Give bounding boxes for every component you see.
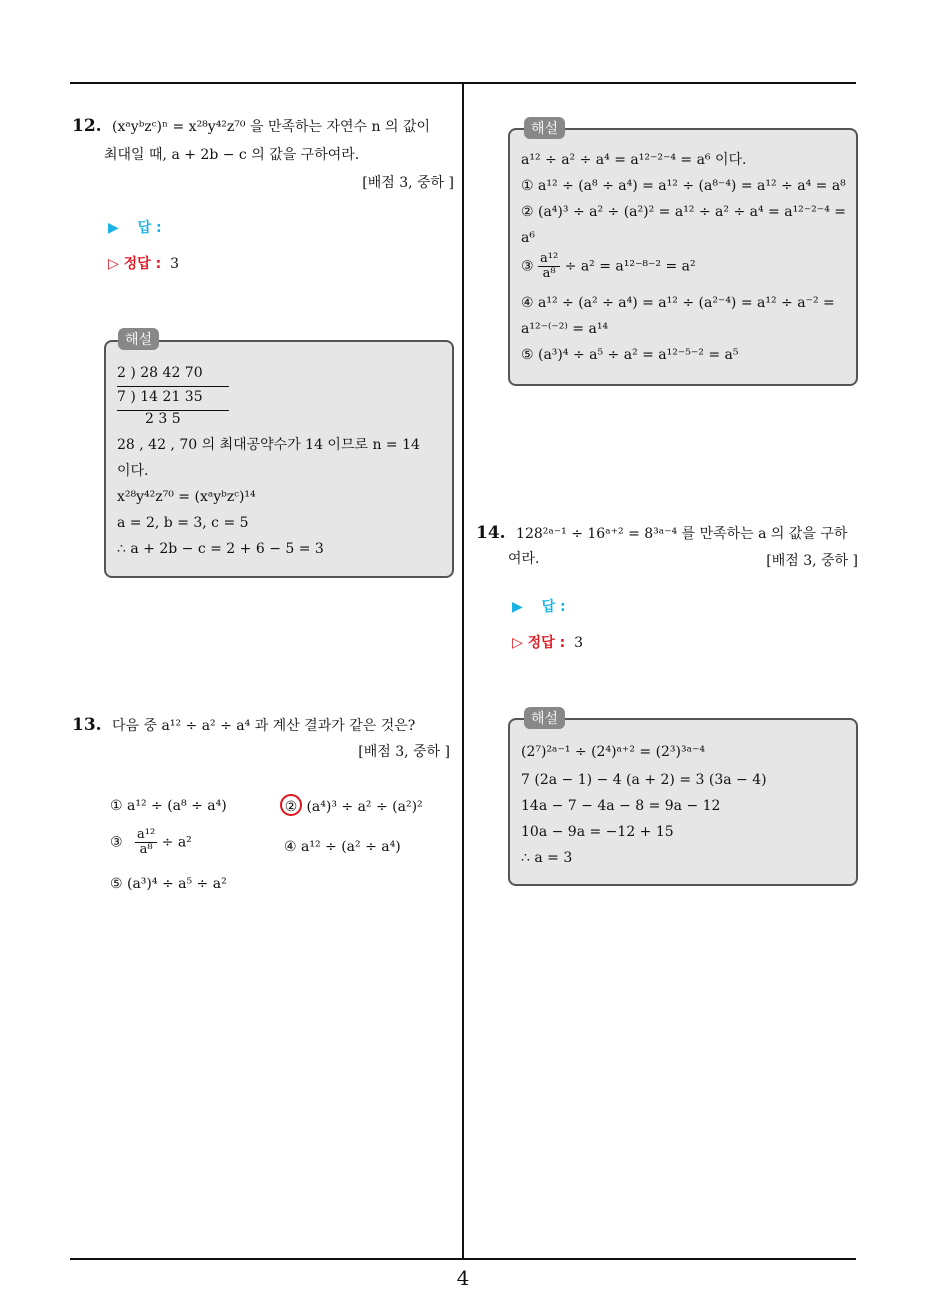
- question-text-line1: (xᵃyᵇzᶜ)ⁿ = x²⁸y⁴²z⁷⁰ 을 만족하는 자연수 n 의 값이: [112, 119, 431, 135]
- outline-play-icon: ▷: [108, 256, 119, 272]
- explanation-line: ∴ a = 3: [521, 850, 573, 866]
- outline-play-icon: ▷: [512, 635, 523, 651]
- question-text-line2: 최대일 때, a + 2b − c 의 값을 구하여라.: [104, 147, 360, 163]
- explanation-line: ① a¹² ÷ (a⁸ ÷ a⁴) = a¹² ÷ (a⁸⁻⁴) = a¹² ÷ a⁴ = a⁸: [521, 178, 846, 194]
- selected-answer-circle: ②: [280, 794, 302, 816]
- question-meta: [배점 3, 중하 ]: [362, 175, 454, 191]
- page-number: 4: [456, 1266, 470, 1290]
- answer-label: 답 :: [137, 220, 162, 236]
- correct-answer-row: [512, 632, 583, 652]
- explanation-line: (2⁷)²ᵃ⁻¹ ÷ (2⁴)ᵃ⁺² = (2³)³ᵃ⁻⁴: [521, 744, 706, 760]
- question-meta: [배점 3, 중하 ]: [358, 744, 450, 760]
- question-text-line1: 128²ᵃ⁻¹ ÷ 16ᵃ⁺² = 8³ᵃ⁻⁴ 를 만족하는 a 의 값을 구하: [516, 526, 848, 542]
- explanation-tag: 해설: [524, 707, 565, 729]
- option-5[interactable]: ⑤ (a³)⁴ ÷ a⁵ ÷ a²: [110, 876, 227, 892]
- explanation-line: x²⁸y⁴²z⁷⁰ = (xᵃyᵇzᶜ)¹⁴: [117, 489, 256, 505]
- question-text-line1: 다음 중 a¹² ÷ a² ÷ a⁴ 과 계산 결과가 같은 것은?: [112, 718, 416, 734]
- question-number: 13.: [72, 715, 102, 735]
- option-3[interactable]: ③ $\frac{\text{a¹²}}{\text{a⁸}}$ ÷ a²: [110, 827, 192, 857]
- explanation-line: ③ $\frac{\text{a¹²}}{\text{a⁸}}$ ÷ a² = a¹²⁻⁸⁻² = a²: [521, 251, 696, 281]
- question-text-line2: 여라.: [508, 551, 540, 567]
- question-meta: [배점 3, 중하 ]: [766, 553, 858, 569]
- option-2[interactable]: [280, 794, 423, 816]
- correct-answer-value: 3: [170, 256, 179, 272]
- explanation-line: a = 2, b = 3, c = 5: [117, 515, 249, 531]
- question-13: [72, 712, 415, 740]
- play-icon: ▶: [108, 220, 119, 236]
- explanation-line: 14a − 7 − 4a − 8 = 9a − 12: [521, 798, 721, 814]
- option-4[interactable]: ④ a¹² ÷ (a² ÷ a⁴): [284, 839, 401, 855]
- fraction: $\frac{\text{a¹²}}{\text{a⁸}}$: [540, 251, 559, 281]
- explanation-tag: 해설: [524, 117, 565, 139]
- answer-row: [108, 217, 162, 237]
- fraction: $\frac{\text{a¹²}}{\text{a⁸}}$: [137, 827, 156, 857]
- question-14: [476, 520, 847, 548]
- correct-answer-label: 정답 :: [527, 635, 566, 651]
- explanation-tag: 해설: [118, 328, 159, 350]
- question-12: [72, 113, 430, 141]
- division-row-1: 2 ) 28 42 70: [117, 360, 229, 387]
- explanation-line: ⑤ (a³)⁴ ÷ a⁵ ÷ a² = a¹²⁻⁵⁻² = a⁵: [521, 347, 739, 363]
- explanation-line: a¹²⁻⁽⁻²⁾ = a¹⁴: [521, 321, 609, 337]
- explanation-line: 10a − 9a = −12 + 15: [521, 824, 674, 840]
- explanation-line: ② (a⁴)³ ÷ a² ÷ (a²)² = a¹² ÷ a² ÷ a⁴ = a¹²⁻²⁻⁴ =: [521, 204, 846, 220]
- explanation-line: 7 (2a − 1) − 4 (a + 2) = 3 (3a − 4): [521, 772, 767, 788]
- question-number: 14.: [476, 523, 506, 543]
- explanation-line: ∴ a + 2b − c = 2 + 6 − 5 = 3: [117, 541, 324, 557]
- option-2-text: (a⁴)³ ÷ a² ÷ (a²)²: [306, 799, 423, 815]
- division-row-2: 7 ) 14 21 35: [117, 384, 229, 411]
- explanation-line: 28 , 42 , 70 의 최대공약수가 14 이므로 n = 14: [117, 437, 420, 453]
- question-number: 12.: [72, 116, 102, 136]
- play-icon: ▶: [512, 599, 523, 615]
- explanation-line: a⁶: [521, 230, 535, 246]
- answer-label: 답 :: [541, 599, 566, 615]
- explanation-line: ④ a¹² ÷ (a² ÷ a⁴) = a¹² ÷ (a²⁻⁴) = a¹² ÷ a⁻² =: [521, 295, 835, 311]
- bottom-rule: [70, 1258, 856, 1260]
- correct-answer-value: 3: [574, 635, 583, 651]
- explanation-line: a¹² ÷ a² ÷ a⁴ = a¹²⁻²⁻⁴ = a⁶ 이다.: [521, 152, 747, 168]
- answer-row: [512, 596, 566, 616]
- correct-answer-label: 정답 :: [123, 256, 162, 272]
- division-row-3: 2 3 5: [145, 411, 181, 427]
- correct-answer-row: [108, 253, 179, 273]
- explanation-line: 이다.: [117, 463, 149, 479]
- column-divider: [462, 82, 464, 1260]
- option-1[interactable]: ① a¹² ÷ (a⁸ ÷ a⁴): [110, 798, 227, 814]
